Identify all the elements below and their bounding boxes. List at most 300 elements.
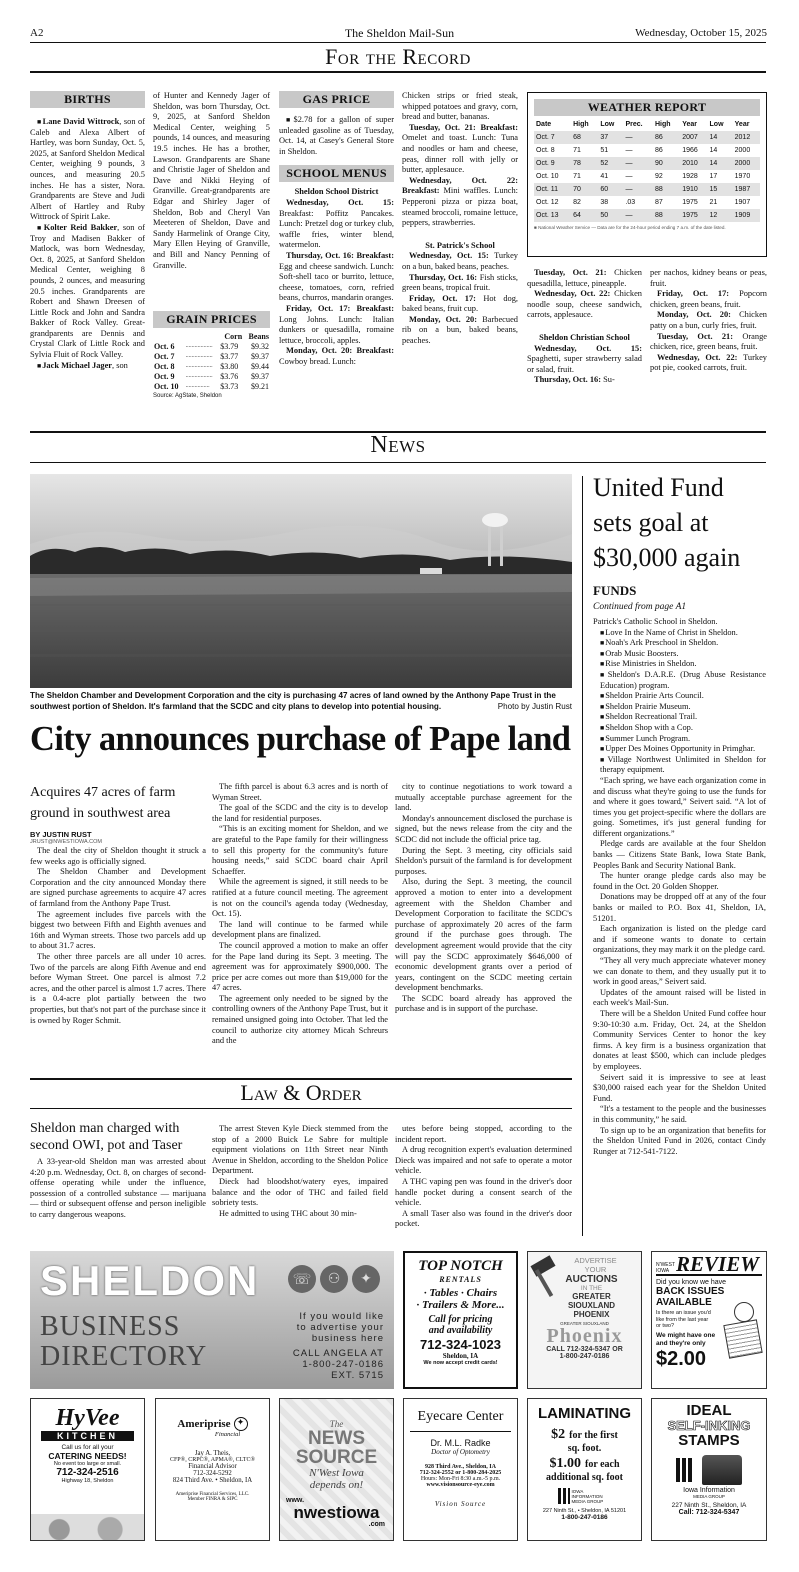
law-paragraph: He admitted to using THC about 30 min- [219, 1208, 357, 1218]
laminating-price: $1.00 [549, 1456, 581, 1471]
stamps-line: IDEAL [686, 1402, 732, 1419]
directory-ext: EXT. 5715 [331, 1370, 384, 1381]
section-title-record: For the Record [325, 44, 471, 69]
ameriprise-creds: CFP®, CRPC®, APMA®, CLTC® [169, 1457, 256, 1463]
stamps-brand2: MEDIA GROUP [693, 1494, 725, 1499]
fund-org-item: ■ Sheldon Shop with a Cop. [593, 723, 766, 734]
weather-cell: 88 [653, 209, 680, 222]
fund-org-item: ■ Sheldon Recreational Trail. [593, 712, 766, 723]
fund-lead: Patrick's Catholic School in Sheldon. [593, 617, 718, 626]
menus-heading: SCHOOL MENUS [279, 165, 394, 182]
weather-cell: 86 [654, 147, 663, 154]
weather-cell: 17 [709, 173, 718, 180]
stamp-product-icon [702, 1455, 742, 1485]
menu-item: Monday, Oct. 20: Breakfast: Cowboy bread. Lunch: [279, 346, 394, 366]
ameriprise-ad[interactable] [155, 1398, 270, 1541]
business-directory-ad[interactable] [30, 1251, 394, 1389]
news-headline: City announces purchase of Pape land [30, 720, 571, 758]
weather-cell: Oct. 10 [536, 173, 559, 180]
directory-pitch: to advertise your [296, 1322, 384, 1333]
section-title-news: News [370, 432, 426, 458]
eyecare-name: Eyecare Center [417, 1409, 504, 1424]
newssource-line: N'West Iowa [309, 1467, 364, 1479]
news-paragraph: The goal of the SCDC and the city is to develop the land for residential purposes. [212, 803, 388, 823]
phoenix-auctions-ad[interactable] [527, 1251, 642, 1389]
grain-heading: GRAIN PRICES [153, 311, 270, 328]
grain-col-beans: Beans [248, 331, 269, 341]
fund-paragraph: Each organization is listed on the pledge card and if someone wants to donate to certain organizations, they may mark it on the pledge card. [593, 924, 766, 955]
fund-org-item: ■ Village Northwest Unlimited in Sheldon for therapy equipment. [593, 755, 766, 776]
weather-cell: 2010 [680, 157, 707, 170]
ameriprise-phone: 712-324-5292 [193, 1470, 232, 1477]
weather-cell: 1928 [682, 173, 698, 180]
menu-item: Monday, Oct. 20: Barbecued rib on a bun, baked beans, peaches. [402, 314, 518, 346]
weather-row [534, 170, 760, 183]
menu-item: per nachos, kidney beans or peas, fruit. [650, 268, 767, 288]
weather-cell: — [623, 157, 652, 170]
grain-row: Oct. 9 .................. $3.76 $9.37 [154, 371, 269, 381]
menu-item: Tuesday, Oct. 21: Chicken quesadilla, lettuce, pineapple. [527, 268, 642, 288]
weather-cell: 1975 [680, 209, 707, 222]
law-paragraph: The arrest Steven Kyle Dieck stemmed from the stop of a 2000 Buick Le Sabre for multiple equipment violations on 11th Street near Ninth Avenue in Sheldon, according to the Sheldon Police Department. [212, 1124, 388, 1176]
menu-item: Friday, Oct. 17: Breakfast: Long Johns. Lunch: Italian dunkers or quesadilla, romaine lettuce, broccoli, apples. [279, 303, 394, 345]
menu-item: Thursday, Oct. 16: Fish sticks, green beans, tropical fruit. [402, 272, 518, 293]
news-paragraph: The other three parcels are all under 10 acres. Two of the parcels are along Fifth Avenue and end before Wyman Street. One parcel is almost 7.2 acres, and the other parcel is almost 1.7 acres. There is a 0.4-acre plot partially between the two properties, but that's not part of the purchase since it is owned by Roger Schmit. [30, 951, 206, 1025]
hyvee-line: No event too large or small. [53, 1461, 122, 1467]
weather-cell: 2000 [733, 157, 760, 170]
weather-row [534, 209, 760, 222]
fund-paragraph: “They all very much appreciate whatever money we can donate to them, and they usually put it to work in good areas,” Seivert said. [593, 956, 766, 987]
fund-paragraph: There will be a Sheldon United Fund coffee hour 9:30-10:30 a.m. Friday, Oct. 24, at the Sheldon Community Services Center to honor the key firms. A key firm is a business organization that donates at least $500, which can include pledges by employees. [593, 1008, 766, 1071]
hyvee-line: CATERING NEEDS! [48, 1451, 127, 1461]
news-col1 [30, 782, 206, 1026]
weather-cell: 88 [653, 183, 680, 196]
hyvee-line: Call us for all your [61, 1444, 114, 1451]
weather-cell: 14 [708, 157, 733, 170]
news-paragraph: The Sheldon Chamber and Development Corporation and the city announced Monday there are signed purchase agreements to acquire 47 acres of farmland from the Anthony Pape Trust. [30, 867, 206, 908]
vision-source-logo: Vision Source [434, 1500, 487, 1508]
news-paragraph: The agreement only needed to be signed by the controlling owners of the Anthony Pape Trust, but it remained unsigned going into October. That led the council to authorize city attorney Micah Schreurs and the [212, 993, 388, 1046]
birth-entry: ■ Lane David Wittrock, son of Caleb and Alexa Albert of Hartley, was born Sunday, Oct. 5, 2025, at Sanford Sheldon Medical Center, weighing 9 pounds, 3 ounces, and measuring 20.5 inches. He has a sister, Nora. Grandparents are Steve and Judi Albert of Hartley and Ruby Wittrock of Spirit Lake. [30, 117, 145, 223]
phoenix-line: GREATER [572, 1292, 611, 1301]
newssource-line: NEWS [308, 1428, 365, 1449]
handshake-icon: ✦ [352, 1265, 380, 1293]
fund-paragraph: “It's a testament to the people and the businesses in this community,” he said. [593, 1104, 766, 1124]
newspaper-reader-icon [722, 1302, 762, 1362]
weather-col-header: Year [682, 121, 698, 128]
news-paragraph: The agreement includes five parcels with the biggest two between Fifth and Eighth avenues and 16th and Wyman streets. Those two parcels add up to about 31.7 acres. [30, 909, 206, 951]
newssource-www: www. [286, 1497, 305, 1504]
review-line: Is there an issue you'd like from the last year or two? [656, 1310, 711, 1329]
weather-cell: 60 [598, 183, 623, 196]
laminating-addr: 227 Ninth St., • Sheldon, IA 51201 [542, 1508, 627, 1514]
weather-cell: 51 [600, 147, 609, 154]
newssource-line: SOURCE [295, 1447, 378, 1468]
weather-cell: 1910 [680, 183, 707, 196]
weather-cell: 92 [654, 173, 663, 180]
births-col2: of Hunter and Kennedy Jager of Sheldon, was born Thursday, Oct. 9, 2025, at Sanford Sheldon Medical Center, weighing 5 pounds, 14 ounces, and measuring 19.5 inches. He has a brother, Lawson. Grandparents are Shane and Christie Jager of Sheldon and Dave and Nikki Heying of Granville. Great-grandparents are Edgar and Shirley Jager of Sheldon, Bob and Cheryl Van Meeteren of Sheldon, Dave and Sandy Harmelink of Orange City, Mary Ellen Heying of Granville, and Bill and Nancy Penning of Granville. [153, 91, 270, 270]
phoenix-line: ADVERTISE [574, 1256, 617, 1265]
fund-org-item: ■ Sheldon's D.A.R.E. (Drug Abuse Resistance Education) program. [593, 670, 766, 691]
menu-item: Wednesday, Oct. 15: Turkey on a bun, baked beans, peaches. [402, 251, 518, 271]
weather-cell: 71 [573, 173, 581, 180]
weather-cell: 78 [571, 157, 598, 170]
eyecare-role: Doctor of Optometry [431, 1448, 490, 1456]
farm-field-photo [30, 474, 572, 688]
weather-cell: 2007 [680, 131, 707, 144]
eyecare-site: www.visionsource-eye.com [426, 1482, 495, 1488]
directory-title: SHELDON [40, 1257, 260, 1304]
phone-icon: ☏ [288, 1265, 316, 1293]
news-paragraph: The SCDC board already has approved the purchase and is in support of the purchase. [395, 993, 572, 1014]
news-paragraph: Also, during the Sept. 3 meeting, the council approved a motion to enter into a development agreement with the Sheldon Chamber and Development Corporation to facilitate the SCDC's purchase of approximately 20 acres of the farm ground if the purchase goes through. The development agreement would provide that the city will pay the SCDC approximately $646,000 of economic development grants over a period of years, contingent on the SCDC meeting certain development benchmarks. [395, 877, 572, 993]
news-paragraph: The council approved a motion to make an offer for the Pape land during its Sept. 3 meeting. The agreement was for approximately $900,000. The price per acre comes out more than $19,000 for the 47 acres. [212, 940, 388, 993]
menu-item: Thursday, Oct. 16: Breakfast: Egg and cheese sandwich. Lunch: Soft-shell taco or burrito, lettuce, cheese, tomatoes, corn, refried beans, churros, mandarin oranges. [279, 250, 394, 303]
laminating-line: for the first [569, 1430, 618, 1441]
menu-item: Friday, Oct. 17: Hot dog, baked beans, fruit cup. [402, 293, 519, 314]
weather-cell: Oct. 7 [534, 131, 571, 144]
phoenix-logo: Phoenix [546, 1325, 623, 1347]
menu-item: Tuesday, Oct. 21: Orange chicken, rice, green beans, fruit. [650, 331, 767, 352]
laminating-line: for each [584, 1459, 620, 1470]
self-inking-stamps-ad[interactable] [651, 1398, 767, 1541]
weather-col-header: Low [600, 121, 615, 128]
laminating-title: LAMINATING [537, 1405, 632, 1422]
news-col3 [395, 782, 572, 1015]
phoenix-tag: GREATER SIOUXLAND [560, 1321, 609, 1326]
laminating-price: $2 [551, 1427, 566, 1442]
births-section [30, 91, 145, 371]
photo-caption: The Sheldon Chamber and Development Corporation and the city is purchasing 47 acres of land owned by the Anthony Pape Trust in the southwest portion of Sheldon. It's farmland that the SCDC and city plans to develop into potential housing. Photo by Justin Rust [30, 691, 572, 711]
topnotch-sub: RENTALS [439, 1275, 482, 1284]
news-paragraph: “This is an exciting moment for Sheldon, and we are grateful to the Pape family for their willingness to sell this property for the community's future housing needs,” said SCDC board chair April Schaeffer. [212, 824, 388, 876]
menu-school-name: Sheldon Christian School [539, 332, 630, 342]
newssource-com: .com [368, 1521, 385, 1528]
topnotch-line: · Trailers & More... [416, 1299, 505, 1311]
weather-cell: 1987 [733, 183, 760, 196]
ameriprise-firm: Ameriprise Financial Services, LLC. [175, 1492, 250, 1497]
weather-cell: Oct. 13 [534, 209, 571, 222]
fund-org-item: ■ Summer Lunch Program. [593, 734, 766, 745]
weather-cell: Oct. 9 [534, 157, 571, 170]
grain-section [153, 311, 270, 399]
gavel-icon [532, 1260, 558, 1300]
gas-text: ■ $2.78 for a gallon of super unleaded gasoline as of Tuesday, Oct. 14, at Casey's General Store in Sheldon. [279, 115, 394, 157]
weather-row [534, 131, 760, 144]
section-title-law: Law & Order [240, 1080, 362, 1105]
fund-org-item: ■ Orab Music Boosters. [593, 649, 766, 660]
phoenix-line: PHOENIX [573, 1310, 610, 1319]
weather-cell: Oct. 11 [534, 183, 571, 196]
menus-col5 [527, 268, 642, 386]
fund-continued: Continued from page A1 [593, 602, 687, 612]
fund-paragraph: Updates of the amount raised will be listed in each week's Mail-Sun. [593, 987, 766, 1008]
topnotch-name: TOP NOTCH [418, 1258, 503, 1274]
weather-cell: 1975 [682, 199, 698, 206]
fund-org-item: ■ Sheldon Prairie Arts Council. [593, 691, 766, 702]
hyvee-phone: 712-324-2516 [56, 1467, 119, 1478]
topnotch-phone: 712-324-1023 [420, 1337, 501, 1352]
fund-headline: United Fund sets goal at $30,000 again [593, 473, 741, 572]
law-paragraph: A drug recognition expert's evaluation determined Dieck was impaired and not safe to operate a motor vehicle. [395, 1145, 572, 1176]
news-paragraph: Monday's announcement disclosed the purchase is signed, but the news release from the city and the SCDC did not include the official price tag. [395, 813, 572, 844]
menu-item: Chicken strips or fried steak, whipped potatoes and gravy, corn, bread and butter, bananas. [402, 91, 518, 122]
ameriprise-logo-icon: ✦ [234, 1417, 248, 1431]
birth-entry: ■ Kolter Reid Bakker, son of Troy and Madisen Bakker of Matlock, was born Wednesday, Oct. 8, 2025, at Sanford Sheldon Medical Center, weighing 8 pounds, 2 ounces, and measuring 20.5 inches. Grandparents are Robert and Shawn Dreesen of Little Rock and John and Sandra Bakker of Rock Valley. Great-grandparents are Dennis and Crystal Clark of Little Rock and Sylvia Fluit of Rock Valley. [30, 223, 145, 361]
weather-cell: .03 [625, 199, 636, 206]
news-email: JRUST@NWESTIOWA.COM [30, 839, 102, 845]
directory-pitch: If you would like [299, 1311, 384, 1322]
people-icon: ⚇ [320, 1265, 348, 1293]
weather-heading: WEATHER REPORT [534, 99, 760, 116]
review-price: $2.00 [656, 1347, 707, 1370]
births-col1 [30, 117, 145, 371]
weather-cell: Oct. 8 [536, 147, 555, 154]
weather-row [534, 196, 760, 209]
photo-credit: Photo by Justin Rust [497, 701, 572, 711]
ameriprise-addr: 824 Third Ave. • Sheldon, IA [172, 1477, 253, 1484]
weather-cell: — [625, 173, 633, 180]
weather-row [534, 144, 760, 157]
fund-paragraph: To sign up to be an organization that benefits for the Sheldon United Fund in 2026, contact Cindy Runger at 712-541-7122. [593, 1125, 766, 1156]
fund-label: FUNDS [593, 583, 637, 598]
news-source-ad[interactable] [279, 1398, 394, 1541]
menu-school-name: Sheldon School District [294, 187, 379, 197]
fund-paragraph: Pledge cards are available at the four Sheldon banks — Citizens State Bank, Iowa State Bank, Peoples Bank and Security National Bank. [593, 839, 766, 870]
weather-cell: 70 [571, 183, 598, 196]
weather-note: ■ National Weather Service — Data are for the 24-hour period ending 7 a.m. of the date listed. [534, 225, 726, 230]
directory-line2: BUSINESS [40, 1311, 181, 1342]
directory-phone: 1-800-247-0186 [302, 1359, 384, 1370]
law-col3 [395, 1124, 572, 1230]
topnotch-line: and availability [428, 1325, 493, 1336]
weather-cell: 14 [709, 147, 718, 154]
fund-column [593, 470, 766, 1157]
weather-cell: 21 [709, 199, 718, 206]
weather-box [527, 92, 767, 257]
stamps-brand: Iowa Information [683, 1487, 735, 1494]
news-paragraph: city to continue negotiations to work toward a mutually acceptable purchase agreement for the land. [395, 782, 572, 813]
stamps-line: SELF-INKING [667, 1418, 751, 1433]
hyvee-logo: HyVee [55, 1405, 120, 1431]
weather-cell: 82 [573, 199, 581, 206]
weather-cell: 37 [598, 131, 623, 144]
weather-cell: 1970 [734, 173, 751, 180]
stamps-addr: 227 Ninth St., Sheldon, IA [671, 1502, 747, 1509]
ameriprise-role: Financial Advisor [188, 1463, 237, 1470]
newspaper-name: The Sheldon Mail-Sun [344, 26, 455, 40]
top-notch-rentals-ad[interactable] [403, 1251, 518, 1389]
grain-row: Oct. 7 .................. $3.77 $9.37 [154, 351, 269, 361]
weather-cell: 2000 [734, 147, 751, 154]
phoenix-line: YOUR [584, 1265, 607, 1274]
law-paragraph: Dieck had bloodshot/watery eyes, impaired balance and the odor of THC and failed field sobriety tests. [212, 1176, 388, 1208]
weather-cell: 1907 [734, 199, 751, 206]
eyecare-phone: 712-324-2552 or 1-800-284-2025 [419, 1470, 502, 1476]
hyvee-kitchen-ad[interactable] [30, 1398, 145, 1541]
births-heading: BIRTHS [30, 91, 145, 108]
iowa-info-logo-icon [676, 1458, 692, 1482]
food-photo [31, 1514, 144, 1540]
laminating-line: sq. foot. [567, 1443, 602, 1454]
law-headline: Sheldon man charged with second OWI, pot and Taser [30, 1121, 183, 1153]
menu-item: Thursday, Oct. 16: Su- [534, 375, 615, 385]
phoenix-line: IN THE [580, 1285, 603, 1292]
grain-row: Oct. 10 ................ $3.73 $9.21 [154, 381, 269, 391]
grain-row: Oct. 8 .................. $3.80 $9.44 [154, 361, 269, 371]
phoenix-line: SIOUXLAND [567, 1301, 616, 1310]
weather-cell: 68 [571, 131, 598, 144]
laminating-ad[interactable] [527, 1398, 642, 1541]
menu-item: Monday, Oct. 20: Chicken patty on a bun, curly fries, fruit. [650, 310, 767, 330]
news-subhead: Acquires 47 acres of farm ground in southwest area [30, 785, 176, 821]
fund-body [593, 617, 766, 1157]
weather-col-header: Date [536, 121, 552, 128]
weather-cell: 15 [708, 183, 733, 196]
weather-cell: 1909 [733, 209, 760, 222]
news-paragraph: The deal the city of Sheldon thought it struck a few weeks ago is officially signed. [30, 846, 206, 866]
eyecare-hours: Hours: Mon-Fri 8:30 a.m.-5 p.m. [420, 1476, 501, 1482]
grain-table [153, 331, 270, 391]
weather-cell: 64 [571, 209, 598, 222]
topnotch-city: Sheldon, IA [442, 1352, 479, 1360]
fund-paragraph: Seivert said it is impressive to see at least $30,000 raised each year for the Sheldon United Fund. [593, 1072, 766, 1103]
phoenix-phone: 1-800-247-0186 [559, 1353, 610, 1360]
news-paragraph: During the Sept. 3 meeting, city officials said Sheldon's pursuit of the farmland is for development purposes. [395, 845, 572, 876]
ameriprise-sub: Financial [214, 1431, 241, 1438]
law-col1 [30, 1120, 206, 1221]
eyecare-center-ad[interactable] [403, 1398, 518, 1541]
ameriprise-person: Jay A. Theis, [194, 1450, 231, 1457]
weather-col-header: High [654, 121, 671, 128]
news-paragraph: The fifth parcel is about 6.3 acres and is north of Wyman Street. [212, 782, 388, 802]
law-paragraph: A 33-year-old Sheldon man was arrested about 4:20 p.m. Wednesday, Oct. 8, on charges of second-offense operating while under the influence, possession of a controlled substance — marijuana — third or subsequent offense and person ineligible to carry dangerous weapons. [30, 1157, 206, 1219]
phoenix-line: AUCTIONS [565, 1274, 618, 1285]
weather-col-header: Low [709, 121, 724, 128]
fund-paragraph: Donations may be dropped off at any of the four banks or mailed to P.O. Box 41, Sheldon, IA, 51201. [593, 892, 766, 923]
fund-paragraph: “Each spring, we have each organization come in and discuss what they're going to use the funds for and where it goes toward,” Seivert said. “A lot of times you get project-specific where the dollars are going. Sometimes, it's just general funding for different organizations.” [593, 775, 766, 838]
laminating-line: additional sq. foot [546, 1472, 623, 1483]
menu-item: Wednesday, Oct. 15: Breakfast: Poffitz Pancakes. Lunch: Pretzel dog or turkey club, waffle fries, winter blend, watermelon. [279, 197, 394, 250]
hyvee-sub: KITCHEN [41, 1431, 134, 1441]
menu-item: Tuesday, Oct. 21: Breakfast: Omelet and toast. Lunch: Tuna and noodles or ham and cheese, peas, dinner roll with jelly or butter, applesauce. [402, 122, 518, 175]
menu-item: Wednesday, Oct. 15: Spaghetti, super strawberry salad or salad, fruit. [527, 343, 642, 374]
weather-cell: — [623, 183, 652, 196]
review-line: We might have one and they're only [656, 1331, 716, 1347]
news-byline: BY JUSTIN RUST [30, 830, 92, 839]
weather-cell: 71 [573, 147, 581, 154]
weather-cell: 2012 [733, 131, 760, 144]
grain-source: Source: AgState, Sheldon [153, 393, 222, 399]
law-col2 [212, 1124, 388, 1219]
news-photo [30, 474, 572, 688]
topnotch-line: · Tables · Chairs [423, 1287, 498, 1299]
news-paragraph: While the agreement is signed, it still needs to be ratified at a future council meeting. The agreement is not on the council's agenda today (Wednesday, Oct. 15). [212, 877, 388, 919]
weather-cell: — [625, 147, 633, 154]
weather-row [534, 157, 760, 170]
review-back-issues-ad[interactable] [651, 1251, 767, 1389]
review-line: AVAILABLE [656, 1297, 712, 1308]
menu-school-name: St. Patrick's School [425, 240, 495, 250]
review-name: REVIEW [676, 1252, 759, 1276]
menus-col6 [650, 268, 767, 374]
grain-col-corn: Corn [224, 331, 243, 341]
weather-cell: 87 [654, 199, 663, 206]
fund-paragraph: The hunter orange pledge cards also may be found in the Oct. 20 Golden Shopper. [593, 871, 766, 891]
weather-cell: 41 [600, 173, 609, 180]
issue-date: Wednesday, October 15, 2025 [635, 27, 767, 39]
news-paragraph: The land will continue to be farmed while development plans are finalized. [212, 919, 388, 940]
weather-col-header: Year [734, 121, 750, 128]
menu-item: Wednesday, Oct. 22: Chicken noodle soup, cheese sandwich, carrots, applesauce. [527, 289, 642, 320]
eyecare-addr: 928 Third Ave., Sheldon, IA [425, 1464, 496, 1470]
fund-org-item: ■ Sheldon Prairie Museum. [593, 702, 766, 713]
weather-cell: 12 [708, 209, 733, 222]
weather-cell: 50 [598, 209, 623, 222]
directory-pitch: business here [311, 1333, 384, 1344]
gas-heading: GAS PRICE [279, 91, 394, 108]
laminating-phone: 1-800-247-0186 [561, 1514, 608, 1521]
news-col2 [212, 782, 388, 1047]
laminating-brand: IOWA INFORMATION MEDIA GROUP [571, 1488, 604, 1504]
review-line: BACK ISSUES [656, 1286, 725, 1297]
menu-item: Wednesday, Oct. 22: Turkey pot pie, cooked carrots, fruit. [650, 352, 767, 373]
weather-row [534, 183, 760, 196]
law-paragraph: utes before being stopped, according to the incident report. [395, 1124, 572, 1144]
weather-table [534, 118, 760, 222]
review-brand: N'WEST IOWA [656, 1262, 675, 1274]
topnotch-line: Call for pricing [428, 1314, 493, 1325]
menu-item: Wednesday, Oct. 22: Breakfast: Mini waffles. Lunch: Pepperoni pizza or pizza boat, steamed broccoli, romaine lettuce, peppers, strawberries. [402, 175, 518, 228]
ameriprise-name: Ameriprise [177, 1418, 231, 1430]
fund-org-item: ■ Upper Des Moines Opportunity in Primghar. [593, 744, 766, 755]
review-line: Did you know we have [656, 1279, 727, 1286]
weather-col-header: High [573, 121, 589, 128]
iowa-info-logo-icon [558, 1488, 570, 1504]
weather-cell: — [623, 131, 652, 144]
directory-call: CALL ANGELA AT [292, 1348, 384, 1359]
weather-cell: 14 [708, 131, 733, 144]
law-paragraph: A THC vaping pen was found in the driver's door handle pocket during a consent search of the vehicle. [395, 1176, 572, 1208]
page-number: A2 [30, 27, 44, 39]
weather-col-header: Prec. [625, 121, 643, 128]
hyvee-addr: Highway 18, Sheldon [61, 1478, 114, 1484]
weather-cell: 38 [600, 199, 609, 206]
weather-cell: 1966 [682, 147, 698, 154]
law-paragraph: A small Taser also was found in the driver's door pocket. [395, 1208, 572, 1229]
topnotch-cards: We now accept credit cards! [423, 1360, 498, 1366]
menus-col4 [402, 91, 518, 347]
fund-org-item: ■ Rise Ministries in Sheldon. [593, 659, 766, 670]
ameriprise-member: Member FINRA & SIPC [187, 1497, 238, 1502]
eyecare-dr: Dr. M.L. Radke [430, 1438, 491, 1448]
phoenix-call: CALL 712-324-5347 OR [546, 1346, 623, 1353]
weather-cell: 86 [653, 131, 680, 144]
stamps-phone: Call: 712-324-5347 [678, 1509, 740, 1516]
birth-entry: ■ Jack Michael Jager, son [30, 361, 145, 372]
gas-section [279, 91, 394, 367]
stamps-line: STAMPS [678, 1432, 740, 1449]
newssource-the: The [329, 1419, 344, 1429]
newssource-site: nwestiowa [293, 1503, 380, 1522]
menu-item: Friday, Oct. 17: Popcorn chicken, green beans, fruit. [650, 289, 767, 309]
weather-cell: Oct. 12 [536, 199, 559, 206]
grain-row: Oct. 6 .................. $3.79 $9.32 [154, 341, 269, 351]
fund-org-item: ■ Love In the Name of Christ in Sheldon. [593, 628, 766, 639]
weather-cell: 52 [598, 157, 623, 170]
weather-cell: 90 [653, 157, 680, 170]
fund-org-item: ■ Noah's Ark Preschool in Sheldon. [593, 638, 766, 649]
